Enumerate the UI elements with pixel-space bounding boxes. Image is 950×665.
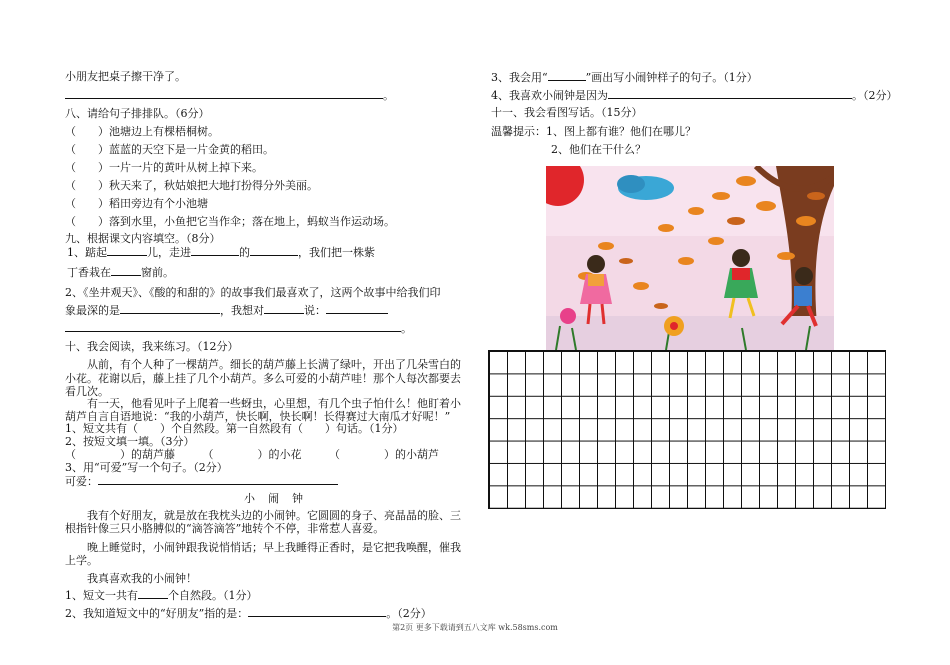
section-9-title: 九、根据课文内容填空。（8分） <box>65 232 221 245</box>
question: 1、短文一共有 个自然段。（1分） <box>65 589 258 602</box>
question: 2、我知道短文中的“好朋友”指的是： 。（2分） <box>65 607 432 620</box>
blank[interactable] <box>107 245 147 256</box>
blank[interactable] <box>191 245 239 256</box>
blank[interactable] <box>111 265 141 276</box>
blank[interactable] <box>264 303 304 314</box>
passage-line: 我真喜欢我的小闹钟！ <box>87 572 197 585</box>
order-item[interactable]: （ ）一片一片的黄叶从树上掉下来。 <box>65 161 263 174</box>
section-10-title: 十、我会阅读，我来练习。（12分） <box>65 340 239 353</box>
order-item[interactable]: （ ）落到水里，小鱼把它当作伞；落在地上，蚂蚁当作运动场。 <box>65 215 395 228</box>
answer-line[interactable] <box>65 88 394 102</box>
question-blanks[interactable]: （ ）的葫芦藤 （ ）的小花 （ ）的小葫芦 <box>65 448 439 461</box>
blank[interactable] <box>326 303 388 314</box>
story-title: 小 闹 钟 <box>244 492 304 505</box>
question: 3、我会用“ ”画出写小闹钟样子的句子。（1分） <box>491 71 758 84</box>
question: 3、用“可爱”写一个句子。（2分） <box>65 461 228 474</box>
fill-line-1: 1、踮起 儿，走进 的 ，我们把一株紫 <box>67 246 375 259</box>
question: 2、按短文填一填。（3分） <box>65 435 195 448</box>
sentence-line: 小朋友把桌子擦干净了。 <box>65 70 186 83</box>
section-8-title: 八、请给句子排排队。（6分） <box>65 107 210 120</box>
order-item[interactable]: （ ）秋天来了，秋姑娘把大地打扮得分外美丽。 <box>65 179 318 192</box>
passage-line: 晚上睡觉时，小闹钟跟我说悄悄话；早上我睡得正香时，是它把我唤醒，催我 <box>87 541 461 554</box>
question: 4、我喜欢小闹钟是因为 。（2分） <box>491 89 898 102</box>
blank[interactable] <box>120 303 220 314</box>
passage-line: 上学。 <box>65 554 98 567</box>
hint-line: 温馨提示：1、图上都有谁？他们在哪儿？ <box>491 125 696 138</box>
fill-line-2: 丁香栽在 窗前。 <box>67 266 174 279</box>
passage-line: 从前，有个人种了一棵葫芦。细长的葫芦藤上长满了绿叶，开出了几朵雪白的 <box>87 358 461 371</box>
writing-grid[interactable] <box>488 350 886 509</box>
answer-line[interactable]: 可爱： <box>65 474 338 488</box>
passage-line: 看几次。 <box>65 385 109 398</box>
fill-line-3: 2、《坐井观天》、《酸的和甜的》的故事我们最喜欢了，这两个故事中给我们印 <box>65 286 441 299</box>
blank[interactable] <box>250 245 298 256</box>
blank[interactable] <box>608 88 852 99</box>
passage-line: 根指针像三只小胳膊似的“滴答滴答”地转个不停，非常惹人喜爱。 <box>65 522 385 535</box>
page-footer: 第2页 更多下载请到五八文库 wk.58sms.com <box>392 623 558 632</box>
passage-line: 小花。花谢以后，藤上挂了几个小葫芦。多么可爱的小葫芦哇！那个人每次都要去 <box>65 372 461 385</box>
passage-line: 有一天，他看见叶子上爬着一些蚜虫，心里想，有几个虫子怕什么！他盯着小 <box>87 397 461 410</box>
blank[interactable] <box>548 70 586 81</box>
section-11-title: 十一、我会看图写话。（15分） <box>491 106 643 119</box>
hint-line: 2、他们在干什么？ <box>551 143 646 156</box>
order-item[interactable]: （ ）稻田旁边有个小池塘 <box>65 197 208 210</box>
autumn-drawing-image <box>546 166 834 350</box>
blank[interactable] <box>138 588 168 599</box>
answer-line[interactable]: 。 <box>65 321 412 335</box>
blank[interactable] <box>248 606 386 617</box>
passage-line: 我有个好朋友，就是放在我枕头边的小闹钟。它圆圆的身子、亮晶晶的脸、三 <box>87 509 461 522</box>
fill-line-4: 象最深的是 ，我想对 说： <box>65 303 388 317</box>
order-item[interactable]: （ ）池塘边上有棵梧桐树。 <box>65 125 219 138</box>
order-item[interactable]: （ ）蓝蓝的天空下是一片金黄的稻田。 <box>65 143 274 156</box>
period: 。 <box>383 89 394 102</box>
question: 1、短文共有（ ）个自然段。第一自然段有（ ）句话。（1分） <box>65 422 404 435</box>
passage-line: 葫芦自言自语地说：“我的小葫芦，快长啊，快长啊！长得赛过大南瓜才好呢！” <box>65 410 451 423</box>
